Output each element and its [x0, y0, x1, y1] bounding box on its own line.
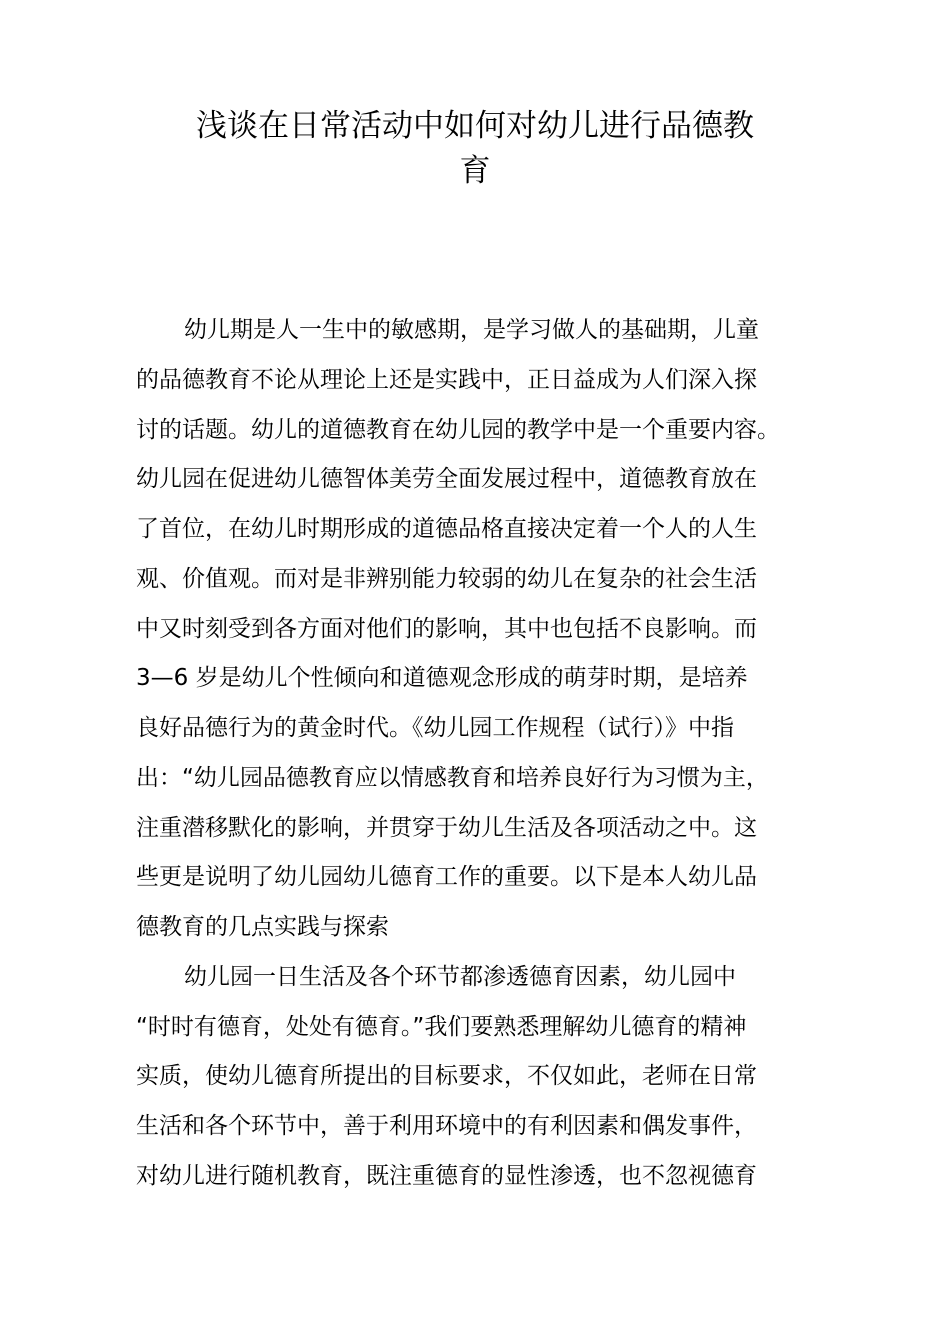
body-line: 生活和各个环节中，善于利用环境中的有利因素和偶发事件，	[136, 1113, 757, 1139]
body-line: 中又时刻受到各方面对他们的影响，其中也包括不良影响。而	[136, 615, 757, 642]
document-title	[145, 104, 805, 194]
body-line: 对幼儿进行随机教育，既注重德育的显性渗透，也不忽视德育	[136, 1162, 757, 1189]
body-line: 幼儿园一日生活及各个环节都渗透德育因素，幼儿园中	[184, 963, 736, 990]
title-line-1: 浅谈在日常活动中如何对幼儿进行品德教	[196, 108, 754, 144]
body-line: 讨的话题。幼儿的道德教育在幼儿园的教学中是一个重要内容。	[136, 416, 780, 443]
body-line: 些更是说明了幼儿园幼儿德育工作的重要。以下是本人幼儿品	[136, 864, 757, 891]
title-line-2: 育	[459, 153, 491, 189]
body-line: 观、价值观。而对是非辨别能力较弱的幼儿在复杂的社会生活	[136, 565, 757, 592]
body-line: 了首位，在幼儿时期形成的道德品格直接决定着一个人的人生	[136, 516, 757, 542]
body-line: 实质，使幼儿德育所提出的目标要求，不仅如此，老师在日常	[136, 1063, 757, 1090]
body-line: 幼儿园在促进幼儿德智体美劳全面发展过程中，道德教育放在	[136, 466, 757, 493]
document-body	[136, 306, 836, 1202]
body-line: 良好品德行为的黄金时代。《幼儿园工作规程（试行）》中指	[136, 715, 734, 741]
body-line: 幼儿期是人一生中的敏感期，是学习做人的基础期，儿童	[184, 317, 759, 343]
body-line: 的品德教育不论从理论上还是实践中，正日益成为人们深入探	[136, 366, 757, 393]
body-line: 注重潜移默化的影响，并贯穿于幼儿生活及各项活动之中。这	[136, 814, 757, 841]
body-line: 3—6 岁是幼儿个性倾向和道德观念形成的萌芽时期，是培养	[136, 665, 748, 692]
body-line: 出：“幼儿园品德教育应以情感教育和培养良好行为习惯为主，	[136, 764, 769, 791]
body-line: 德教育的几点实践与探索	[136, 914, 389, 940]
body-line: “时时有德育，处处有德育。”我们要熟悉理解幼儿德育的精神	[136, 1013, 747, 1040]
